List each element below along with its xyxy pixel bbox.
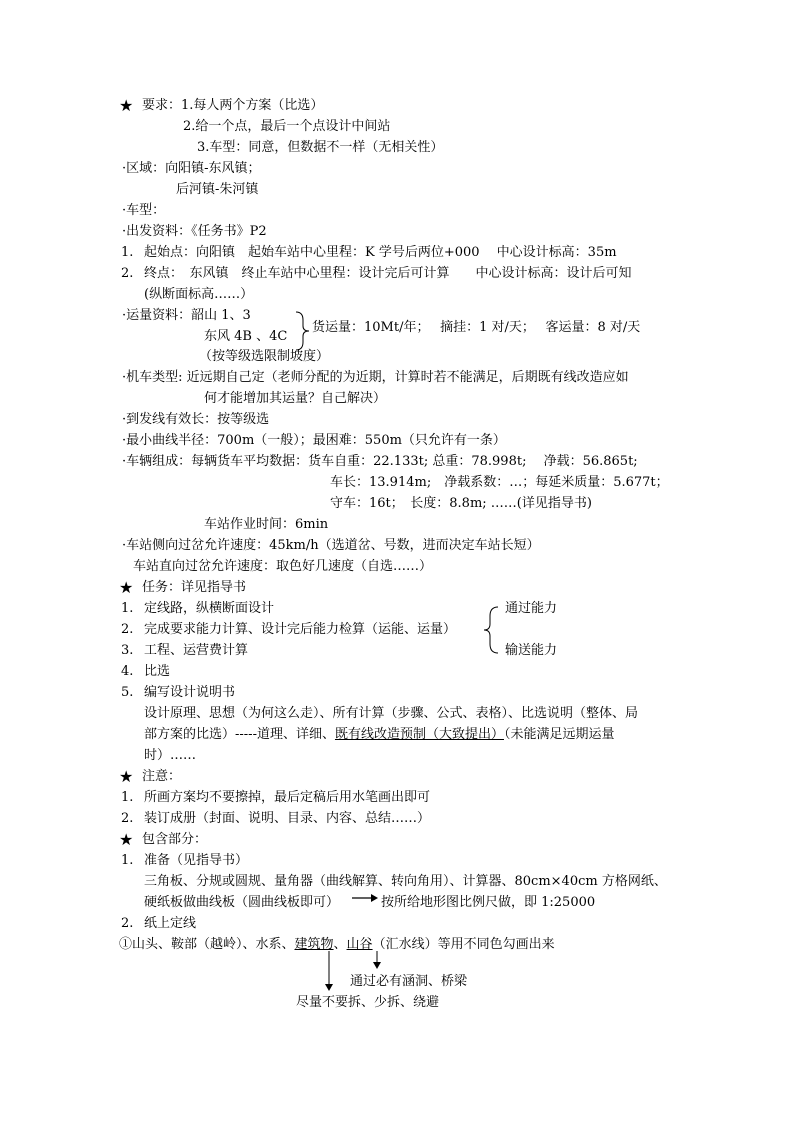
task-desc-line-3: 时）……	[144, 748, 197, 763]
task-desc-text: （未能满足远期运量	[503, 727, 615, 742]
locomotive-line-2: 何才能增加其运量？自己解决）	[204, 391, 387, 406]
paper-line: 纸上定线	[144, 916, 197, 931]
brace-label-top: 通过能力	[505, 601, 558, 616]
start-point-num: 1.	[121, 245, 134, 260]
tools-line-1: 三角板、分规或圆规、量角器（曲线解算、转向角用）、计算器、80cm×40cm 方格网纸、	[144, 874, 667, 889]
task-item: 比选	[144, 664, 171, 679]
task-num: 2.	[121, 622, 134, 637]
freight-line-1: ·运量资料：韶山 1、3	[122, 308, 251, 323]
star-bullet-icon: ★	[119, 830, 134, 849]
region-line-1: ·区域：向阳镇-东风镇；	[122, 161, 261, 176]
task-item: 编写设计说明书	[144, 685, 236, 700]
notes-title: 注意：	[142, 769, 182, 784]
left-brace-icon	[484, 607, 498, 653]
task-desc-underlined: 既有线改造预制（大致提出）	[334, 727, 504, 742]
task-num: 5.	[121, 685, 134, 700]
task-desc-text: 部方案的比选）-----道理、详细、	[144, 727, 335, 742]
requirements-line-1: 要求：1.每人两个方案（比选）	[142, 98, 324, 113]
task-desc-line-1: 设计原理、思想（为何这么走）、所有计算（步骤、公式、表格）、比选说明（整体、局	[144, 706, 639, 721]
arrow-note-avoid: 尽量不要拆、少拆、绕避	[296, 995, 440, 1010]
sketch-text: 、	[333, 937, 347, 952]
composition-line-4: 车站作业时间：6min	[204, 517, 329, 532]
sketch-text: （汇水线）等用不同色勾画出来	[372, 937, 555, 952]
composition-line-3: 守车：16t； 长度：8.8m; ……(详见指导书)	[330, 496, 592, 511]
sketch-text: ①山头、鞍部（越岭）、水系、	[119, 937, 295, 952]
composition-line-2: 车长：13.914m; 净载系数：…；每延米质量：5.677t；	[330, 475, 669, 490]
arrow-note-culvert: 通过必有涵洞、桥梁	[350, 974, 468, 989]
composition-line-1: ·车辆组成：每辆货车平均数据：货车自重：22.133t; 总重：78.998t; 净载：56.865t;	[122, 454, 638, 469]
task-item: 工程、运营费计算	[144, 643, 249, 658]
brace-label-bottom: 输送能力	[505, 643, 558, 658]
note-num: 1.	[121, 790, 134, 805]
task-item: 定线路，纵横断面设计	[144, 601, 275, 616]
start-point-line: 起始点：向阳镇 起始车站中心里程：K 学号后两位+000 中心设计标高：35m	[144, 245, 617, 260]
end-point-line-2: (纵断面标高……）	[144, 287, 254, 302]
freight-line-2: 东风 4B 、4C	[204, 329, 288, 344]
arrival-line: ·到发线有效长：按等级选	[122, 412, 270, 427]
speed-line-2: 车站直向过岔允许速度：取色好几速度（自选……）	[133, 559, 433, 574]
paper-num: 2.	[121, 916, 134, 931]
star-bullet-icon: ★	[119, 96, 134, 115]
tools-line-2: 硬纸板做曲线板（圆曲线板即可）	[144, 895, 340, 910]
sketch-underlined-buildings: 建筑物	[294, 937, 334, 952]
task-item: 完成要求能力计算、设计完后能力检算（运能、运量）	[144, 622, 457, 637]
requirements-line-3: 3.车型：同意，但数据不一样（无相关性）	[197, 140, 444, 155]
note-item: 所画方案均不要擦掉，最后定稿后用水笔画出即可	[144, 790, 431, 805]
tools-line-2b: 按所给地形图比例尺做，即 1:25000	[381, 895, 596, 910]
right-arrow-icon	[352, 894, 378, 902]
down-arrow-icon	[373, 951, 381, 969]
task-num: 1.	[121, 601, 134, 616]
contents-title: 包含部分：	[142, 832, 208, 847]
vehicle-type-line: ·车型：	[122, 203, 166, 218]
locomotive-line-1: ·机车类型: 近远期自己定（老师分配的为近期，计算时若不能满足，后期既有线改造应如	[122, 370, 629, 385]
radius-line: ·最小曲线半径：700m（一般）；最困难：550m（只允许有一条）	[122, 433, 506, 448]
right-brace-icon	[296, 312, 309, 350]
task-num: 3.	[121, 643, 134, 658]
note-item: 装订成册（封面、说明、目录、内容、总结……）	[144, 811, 431, 826]
end-point-line: 终点： 东风镇 终止车站中心里程：设计完后可计算 中心设计标高：设计后可知	[144, 266, 632, 281]
region-line-2: 后河镇-朱河镇	[176, 182, 259, 197]
tasks-title: 任务：详见指导书	[142, 580, 247, 595]
star-bullet-icon: ★	[119, 578, 134, 597]
prep-num: 1.	[121, 853, 134, 868]
down-arrow-icon	[325, 951, 333, 991]
prep-line: 准备（见指导书）	[144, 853, 249, 868]
end-point-num: 2.	[121, 266, 134, 281]
star-bullet-icon: ★	[119, 767, 134, 786]
source-line: ·出发资料：《任务书》P2	[122, 224, 267, 239]
speed-line-1: ·车站侧向过岔允许速度：45km/h（选道岔、号数，进而决定车站长短）	[122, 538, 540, 553]
freight-note: （按等级选限制坡度）	[199, 349, 330, 364]
task-num: 4.	[121, 664, 134, 679]
freight-values: 货运量：10Mt/年； 摘挂：1 对/天； 客运量：8 对/天	[312, 320, 641, 335]
requirements-line-2: 2.给一个点，最后一个点设计中间站	[183, 119, 391, 134]
sketch-underlined-valley: 山谷	[346, 937, 373, 952]
note-num: 2.	[121, 811, 134, 826]
